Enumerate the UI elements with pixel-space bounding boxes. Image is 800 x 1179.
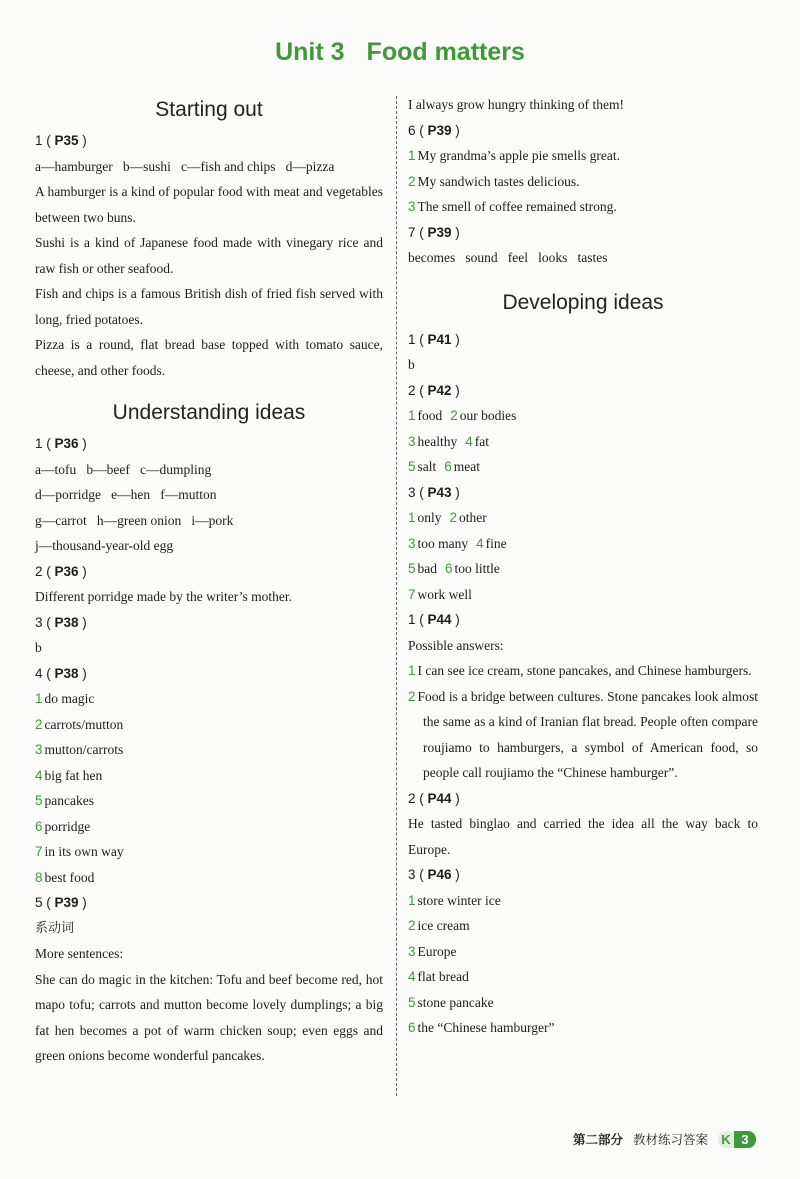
answer-item: 3 mutton/carrots	[35, 742, 124, 757]
answer-line: Possible answers:	[408, 637, 504, 653]
answer-item: 5 pancakes	[35, 793, 94, 808]
answer-pair: 5 salt 6 meat	[408, 459, 481, 474]
answer-line: b	[408, 357, 415, 372]
answer-paragraph: 2 Food is a bridge between cultures. Stone pancakes look almost the same as a kind of Iranian flat bread. People often compare roujiamo to hamburgers, a symbol of American food, so people call roujiamo the “Chinese hamburger”.	[408, 688, 758, 780]
answer-pair: 1 only 2 other	[408, 510, 487, 525]
answer-item: 3 The smell of coffee remained strong.	[408, 199, 617, 214]
answer-paragraph: A hamburger is a kind of popular food with meat and vegetables between two buns.	[35, 184, 383, 225]
unit-label: Unit 3	[275, 38, 345, 66]
footer-part-label: 第二部分	[572, 1132, 623, 1147]
answer-item: 8 best food	[35, 869, 95, 885]
answer-line: I always grow hungry thinking of them!	[408, 97, 624, 112]
page-footer	[573, 1130, 756, 1148]
exercise-heading: 2 ( P44 )	[408, 790, 460, 806]
answer-line: a—hamburger b—sushi c—fish and chips d—pizza	[35, 158, 335, 174]
column-divider	[396, 96, 397, 1096]
answer-line: d—porridge e—hen f—mutton	[35, 487, 217, 502]
answer-item: 7 work well	[408, 586, 472, 602]
answer-line: Different porridge made by the writer’s mother.	[35, 589, 293, 604]
exercise-heading: 3 ( P46 )	[408, 867, 460, 882]
answer-paragraph: Fish and chips is a famous British dish of fried fish served with long, fried potatoes.	[35, 286, 383, 327]
exercise-heading: 1 ( P36 )	[35, 436, 87, 451]
answer-line: More sentences:	[35, 946, 124, 961]
exercise-heading: 6 ( P39 )	[408, 122, 460, 138]
answer-line: j—thousand-year-old egg	[35, 538, 174, 553]
page-title	[0, 38, 800, 67]
answer-item: 1 My grandma’s apple pie smells great.	[408, 148, 620, 163]
section-title-starting-out: Starting out	[155, 98, 263, 121]
page-number: 3	[734, 1131, 756, 1148]
exercise-heading: 3 ( P43 )	[408, 484, 460, 500]
answer-pair: 3 healthy 4 fat	[408, 433, 490, 449]
answer-item: 3 Europe	[408, 943, 457, 959]
answer-item: 4 big fat hen	[35, 767, 103, 783]
answer-paragraph: Sushi is a kind of Japanese food made with vinegary rice and raw fish or other seafood.	[35, 235, 383, 276]
answer-line: a—tofu b—beef c—dumpling	[35, 461, 212, 477]
answer-item: 2 My sandwich tastes delicious.	[408, 173, 580, 189]
exercise-heading: 1 ( P44 )	[408, 612, 460, 627]
answer-item: 7 in its own way	[35, 844, 124, 859]
right-column	[408, 92, 758, 1041]
exercise-heading: 2 ( P36 )	[35, 563, 87, 579]
answer-item: 2 carrots/mutton	[35, 716, 124, 732]
answer-paragraph: He tasted binglao and carried the idea all the way back to Europe.	[408, 816, 758, 857]
k-badge-icon: K	[718, 1131, 734, 1148]
answer-item: 5 stone pancake	[408, 994, 494, 1010]
answer-item: 6 porridge	[35, 818, 91, 834]
answer-line: 系动词	[35, 920, 75, 936]
section-title-developing-ideas: Developing ideas	[502, 290, 664, 314]
exercise-heading: 5 ( P39 )	[35, 895, 87, 910]
answer-item: 1 do magic	[35, 691, 95, 706]
page-number-badge	[718, 1131, 756, 1148]
answer-paragraph: She can do magic in the kitchen: Tofu and beef become red, hot mapo tofu; carrots and mutton become lovely dumplings; a big fat hen becomes a pot of warm chicken soup; even eggs and green onions become wonderful pancakes.	[35, 971, 383, 1063]
answer-line: b	[35, 640, 42, 655]
answer-paragraph: 1 I can see ice cream, stone pancakes, and Chinese hamburgers.	[408, 663, 752, 678]
exercise-heading: 1 ( P35 )	[35, 133, 87, 148]
left-column	[35, 92, 383, 1069]
answer-item: 6 the “Chinese hamburger”	[408, 1020, 555, 1035]
answer-item: 1 store winter ice	[408, 892, 501, 908]
answer-paragraph: Pizza is a round, flat bread base topped with tomato sauce, cheese, and other foods.	[35, 337, 383, 378]
answer-pair: 1 food 2 our bodies	[408, 408, 517, 423]
exercise-heading: 3 ( P38 )	[35, 614, 87, 630]
exercise-heading: 2 ( P42 )	[408, 382, 460, 398]
answer-pair: 5 bad 6 too little	[408, 561, 500, 576]
exercise-heading: 4 ( P38 )	[35, 665, 87, 681]
exercise-heading: 1 ( P41 )	[408, 331, 460, 347]
unit-name: Food matters	[366, 38, 525, 66]
answer-pair: 3 too many 4 fine	[408, 535, 507, 551]
footer-section-label: 教材练习答案	[632, 1132, 708, 1147]
exercise-heading: 7 ( P39 )	[408, 224, 460, 240]
answer-line: becomes sound feel looks tastes	[408, 250, 608, 265]
answer-item: 4 flat bread	[408, 969, 469, 984]
answer-line: g—carrot h—green onion i—pork	[35, 512, 234, 528]
section-title-understanding-ideas: Understanding ideas	[112, 401, 306, 424]
answer-item: 2 ice cream	[408, 918, 470, 933]
